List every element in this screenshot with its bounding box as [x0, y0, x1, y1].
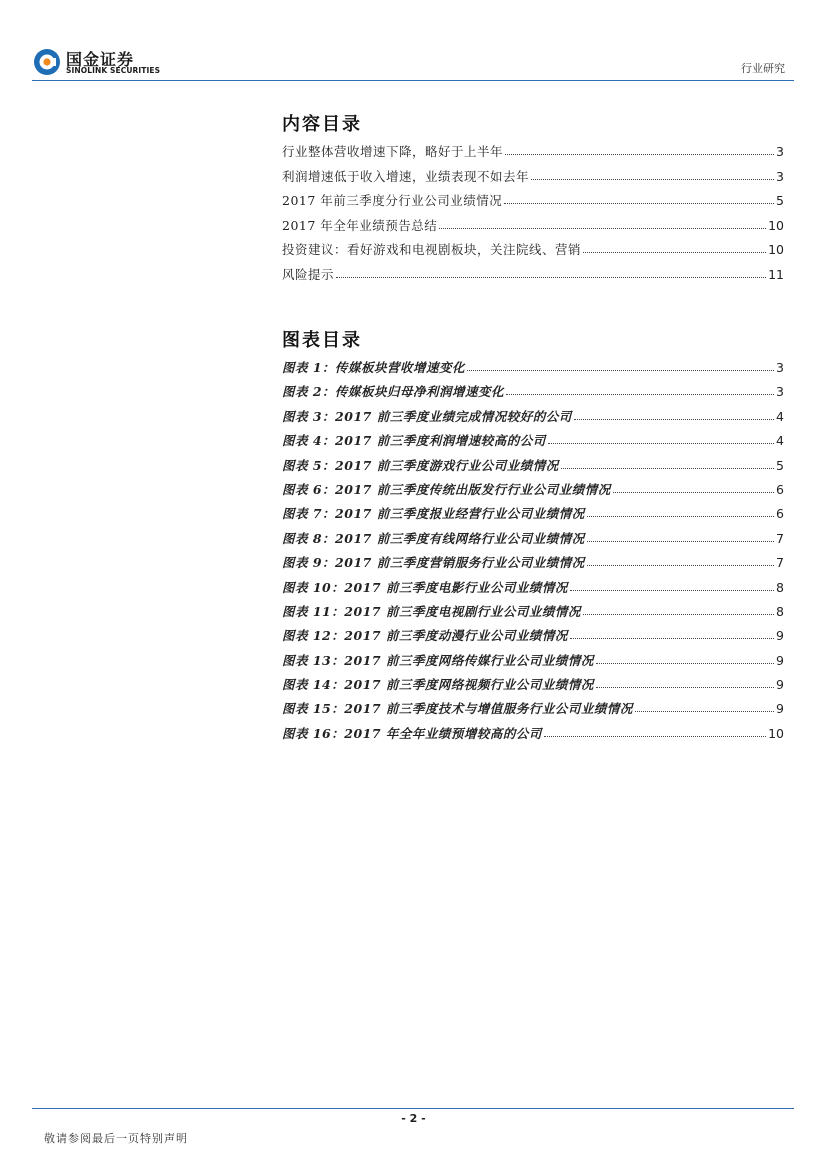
page-header [0, 0, 827, 82]
toc-entry-label: 2017 年全年业绩预告总结 [282, 217, 438, 233]
toc-leader-dots [583, 605, 774, 615]
figure-entry[interactable] [282, 578, 784, 602]
toc-entry[interactable] [282, 240, 784, 265]
toc-leader-dots [596, 678, 774, 688]
toc-leader-dots [548, 434, 774, 444]
figure-entry-page: 9 [776, 652, 784, 668]
toc-leader-dots [467, 361, 774, 371]
figure-entry-page: 8 [776, 579, 784, 595]
figure-entry-page: 10 [768, 725, 784, 741]
toc-entry-page: 3 [776, 144, 784, 159]
logo-english-name: SINOLINK SECURITIES [66, 66, 161, 75]
toc-entry[interactable] [282, 265, 784, 290]
toc-leader-dots [561, 459, 774, 469]
figure-entry-page: 6 [776, 506, 784, 522]
toc-leader-dots [505, 145, 774, 155]
figure-entry-label: 图表 2：传媒板块归母净利润增速变化 [282, 384, 505, 400]
figure-entry-label: 图表 14：2017 前三季度网络视频行业公司业绩情况 [282, 677, 594, 693]
toc-entry-page: 10 [768, 242, 784, 257]
figure-entry-page: 9 [776, 701, 784, 717]
figure-entry-page: 3 [776, 360, 784, 375]
toc-leader-dots [570, 629, 774, 639]
footer-divider [32, 1108, 794, 1109]
toc-entry-label: 2017 年前三季度分行业公司业绩情况 [282, 193, 503, 208]
figure-entry-page: 9 [776, 628, 784, 644]
toc-entry-label: 风险提示 [282, 266, 335, 282]
toc-entry-label: 利润增速低于收入增速，业绩表现不如去年 [282, 168, 530, 184]
figure-entry-page: 4 [776, 433, 784, 449]
figure-entry-page: 7 [776, 530, 784, 546]
figure-entry[interactable] [282, 724, 784, 748]
figure-entry-page: 4 [776, 408, 784, 424]
figure-entry-page: 6 [776, 481, 784, 497]
toc-leader-dots [583, 243, 766, 253]
figure-entry-label: 图表 12：2017 前三季度动漫行业公司业绩情况 [282, 628, 568, 644]
toc-leader-dots [439, 219, 766, 229]
toc-entry-page: 5 [776, 193, 784, 208]
figure-entry-page: 3 [776, 384, 784, 400]
figure-entry[interactable] [282, 358, 784, 382]
toc-leader-dots [544, 727, 766, 737]
figure-entry[interactable] [282, 699, 784, 723]
figure-entry-page: 5 [776, 457, 784, 473]
toc-leader-dots [587, 556, 774, 566]
page-number: - 2 - [401, 1112, 426, 1125]
figure-entry-label: 图表 1：传媒板块营收增速变化 [282, 360, 466, 375]
figure-entry[interactable] [282, 407, 784, 431]
figure-entry-label: 图表 13：2017 前三季度网络传媒行业公司业绩情况 [282, 652, 594, 668]
figure-entry-label: 图表 9：2017 前三季度营销服务行业公司业绩情况 [282, 555, 585, 571]
report-category: 行业研究 [741, 62, 785, 75]
figure-entry-label: 图表 11：2017 前三季度电视剧行业公司业绩情况 [282, 603, 581, 619]
toc-entry-page: 10 [768, 217, 784, 233]
figure-entry[interactable] [282, 529, 784, 553]
figure-entry[interactable] [282, 480, 784, 504]
toc-entry[interactable] [282, 216, 784, 241]
toc-entry-label: 行业整体营收增速下降，略好于上半年 [282, 144, 504, 159]
toc-entry[interactable] [282, 191, 784, 216]
figure-entry-page: 9 [776, 677, 784, 693]
toc-leader-dots [506, 385, 774, 395]
toc-entry-page: 3 [776, 168, 784, 184]
figure-entry[interactable] [282, 382, 784, 406]
logo-chinese-name: 国金证券 [66, 50, 135, 69]
figure-entry-label: 图表 6：2017 前三季度传统出版发行行业公司业绩情况 [282, 481, 611, 497]
figure-entry[interactable] [282, 675, 784, 699]
header-divider [32, 80, 794, 81]
figure-entry[interactable] [282, 651, 784, 675]
toc-entry-label: 投资建议：看好游戏和电视剧板块，关注院线、营销 [282, 242, 582, 257]
contents-list [282, 142, 784, 289]
figure-entry-label: 图表 7：2017 前三季度报业经营行业公司业绩情况 [282, 506, 585, 522]
figure-entry-page: 8 [776, 603, 784, 619]
toc-leader-dots [587, 507, 774, 517]
figure-entry-page: 7 [776, 555, 784, 571]
figure-entry-label: 图表 8：2017 前三季度有线网络行业公司业绩情况 [282, 530, 585, 546]
figure-entry-label: 图表 3：2017 前三季度业绩完成情况较好的公司 [282, 408, 572, 424]
toc-leader-dots [596, 654, 774, 664]
figure-entry[interactable] [282, 626, 784, 650]
figure-entry[interactable] [282, 431, 784, 455]
figures-title: 图表目录 [282, 330, 362, 351]
toc-leader-dots [635, 702, 774, 712]
disclaimer-note: 敬请参阅最后一页特别声明 [44, 1132, 188, 1145]
figure-entry-label: 图表 4：2017 前三季度利润增速较高的公司 [282, 433, 546, 449]
figures-list [282, 358, 784, 748]
figure-entry[interactable] [282, 553, 784, 577]
company-logo [33, 46, 163, 78]
figure-entry-label: 图表 16：2017 年全年业绩预增较高的公司 [282, 725, 542, 741]
toc-entry[interactable] [282, 167, 784, 192]
toc-leader-dots [336, 268, 766, 278]
toc-leader-dots [574, 410, 774, 420]
figure-entry-label: 图表 15：2017 前三季度技术与增值服务行业公司业绩情况 [282, 701, 633, 717]
toc-leader-dots [613, 483, 774, 493]
figure-entry-label: 图表 10：2017 前三季度电影行业公司业绩情况 [282, 579, 568, 595]
toc-entry[interactable] [282, 142, 784, 167]
toc-leader-dots [570, 581, 774, 591]
toc-entry-page: 11 [768, 266, 784, 282]
figure-entry[interactable] [282, 456, 784, 480]
figure-entry-label: 图表 5：2017 前三季度游戏行业公司业绩情况 [282, 457, 559, 473]
toc-leader-dots [587, 532, 774, 542]
toc-leader-dots [531, 170, 774, 180]
contents-title: 内容目录 [282, 114, 362, 135]
logo-mark-icon [33, 48, 61, 76]
figure-entry[interactable] [282, 602, 784, 626]
figure-entry[interactable] [282, 504, 784, 528]
toc-leader-dots [504, 194, 774, 204]
